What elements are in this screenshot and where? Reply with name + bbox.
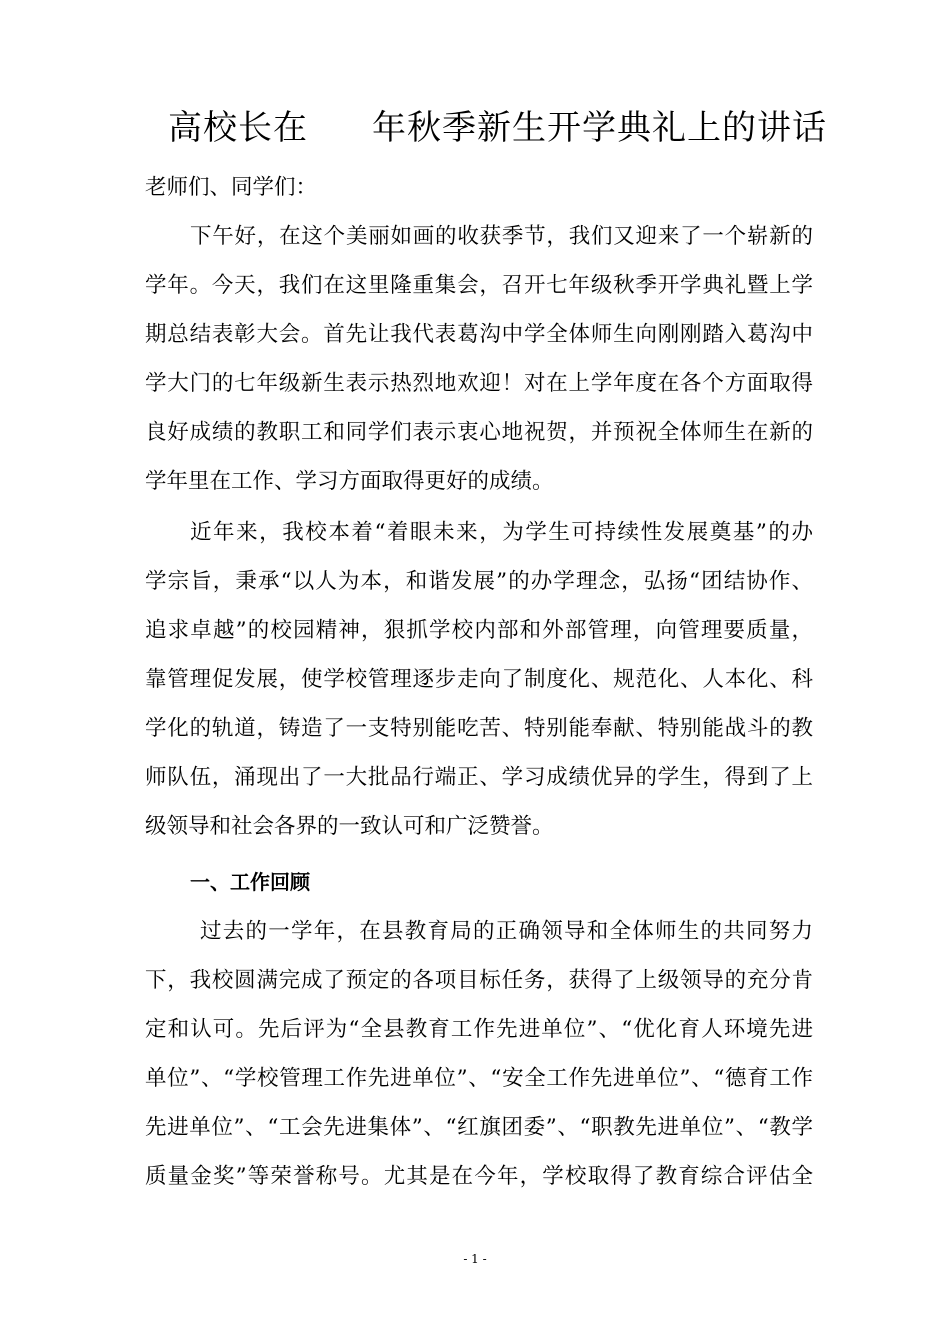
section-paragraph-line-3: 定和认可。先后评为“全县教育工作先进单位”、“优化育人环境先进 bbox=[145, 1017, 813, 1042]
paragraph-1-line-3: 期总结表彰大会。首先让我代表葛沟中学全体师生向刚刚踏入葛沟中 bbox=[145, 322, 813, 347]
paragraph-2-line-7: 级领导和社会各界的一致认可和广泛赞誉。 bbox=[145, 814, 554, 839]
paragraph-1-line-6: 学年里在工作、学习方面取得更好的成绩。 bbox=[145, 469, 554, 494]
paragraph-1-line-2: 学年。今天，我们在这里隆重集会，召开七年级秋季开学典礼暨上学 bbox=[145, 273, 813, 298]
title-part-1: 高校长在 bbox=[168, 108, 308, 148]
paragraph-2-line-2: 学宗旨，秉承“以人为本，和谐发展”的办学理念，弘扬“团结协作、 bbox=[145, 569, 813, 594]
section-heading: 一、工作回顾 bbox=[190, 870, 310, 894]
section-paragraph-line-1: 过去的一学年，在县教育局的正确领导和全体师生的共同努力 bbox=[200, 919, 813, 944]
document-title bbox=[0, 104, 950, 152]
paragraph-2-line-6: 师队伍，涌现出了一大批品行端正、学习成绩优异的学生，得到了上 bbox=[145, 765, 813, 790]
paragraph-2-line-3: 追求卓越”的校园精神，狠抓学校内部和外部管理，向管理要质量， bbox=[145, 618, 813, 643]
paragraph-1-line-5: 良好成绩的教职工和同学们表示衷心地祝贺，并预祝全体师生在新的 bbox=[145, 420, 813, 445]
paragraph-2-line-5: 学化的轨道，铸造了一支特别能吃苦、特别能奉献、特别能战斗的教 bbox=[145, 716, 813, 741]
section-paragraph-line-2: 下，我校圆满完成了预定的各项目标任务，获得了上级领导的充分肯 bbox=[145, 968, 813, 993]
paragraph-2-line-1: 近年来，我校本着“着眼未来，为学生可持续性发展奠基”的办 bbox=[190, 520, 813, 545]
page-number: - 1 - bbox=[463, 1252, 487, 1266]
section-paragraph-line-4: 单位”、“学校管理工作先进单位”、“安全工作先进单位”、“德育工作 bbox=[145, 1066, 813, 1091]
paragraph-2-line-4: 靠管理促发展，使学校管理逐步走向了制度化、规范化、人本化、科 bbox=[145, 667, 813, 692]
paragraph-1-line-1: 下午好，在这个美丽如画的收获季节，我们又迎来了一个崭新的 bbox=[190, 224, 813, 249]
section-paragraph-line-5: 先进单位”、“工会先进集体”、“红旗团委”、“职教先进单位”、“教学 bbox=[145, 1115, 813, 1140]
title-part-2: 年秋季新生开学典礼上的讲话 bbox=[372, 108, 827, 148]
paragraph-1-line-4: 学大门的七年级新生表示热烈地欢迎！对在上学年度在各个方面取得 bbox=[145, 371, 813, 396]
greeting: 老师们、同学们： bbox=[145, 175, 318, 200]
section-paragraph-line-6: 质量金奖”等荣誉称号。尤其是在今年，学校取得了教育综合评估全 bbox=[145, 1164, 813, 1189]
